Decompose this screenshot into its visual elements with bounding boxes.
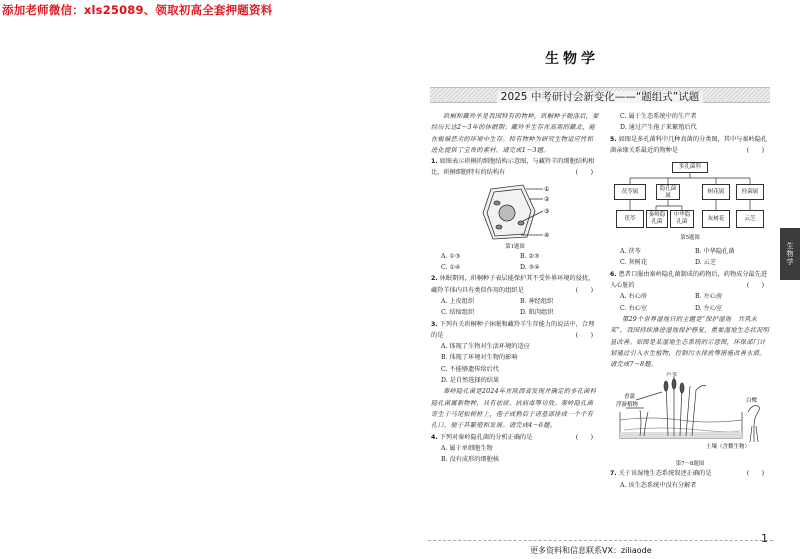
figure-5-caption: 第5题图 (680, 235, 700, 242)
label-1: ① (544, 185, 550, 193)
tree-species-4: 灰树花 (702, 210, 730, 228)
question-3: 3. 下列有关珙桐种子休眠和藏羚羊生存能力的说法中，合理的是 ( ) (431, 320, 595, 339)
q3-option-d[interactable]: D. 是自然选择的结果 (441, 377, 500, 385)
q5-options (610, 246, 770, 269)
q1-option-a[interactable]: A. ①③ (441, 252, 461, 260)
q6-option-c[interactable]: C. 右心室 (620, 304, 648, 312)
tree-species-1: 茯苓 (616, 210, 644, 228)
question-7: 7. 关于该湿地生态系统叙述正确的是 ( ) (610, 470, 764, 478)
footer-contact: 更多资料和信息联系VX：ziliaode (530, 546, 652, 555)
q1-option-d[interactable]: D. ③④ (520, 264, 540, 272)
tree-species-5: 云芝 (736, 210, 764, 228)
q2-option-d[interactable]: D. 肌肉组织 (520, 309, 554, 317)
right-column (610, 111, 770, 491)
q7-option-a[interactable]: A. 该生态系统中没有分解者 (620, 481, 697, 489)
label-soil: 土壤（含微生物） (706, 444, 751, 451)
label-2: ② (544, 195, 550, 203)
label-reed: 芦苇 (666, 372, 678, 379)
q1-options (431, 251, 599, 274)
classification-tree (610, 160, 770, 246)
q2-option-b[interactable]: B. 神经组织 (520, 297, 554, 305)
intro-passage-2: 秦岭隐孔菌是2024年在陕西省发现并确定的多孔菌科隐孔菌属新物种，具有祛痰、抗病毒等功效。秦岭隐孔菌寄生于马尾松树桩上，孢子成熟后于诸基部排成一个个有孔口，便于其繁殖和发展。请完成4～6题。 (431, 388, 597, 430)
figure-78-caption: 第7～8题图 (675, 461, 705, 468)
footer-divider (428, 540, 773, 541)
q6-option-d[interactable]: D. 左心室 (695, 304, 723, 312)
wetland-diagram (610, 372, 770, 460)
q2-option-a[interactable]: A. 上皮组织 (441, 297, 475, 305)
label-egret: 白鹭 (746, 398, 758, 405)
q6-option-b[interactable]: B. 左心房 (695, 293, 723, 301)
subject-title: 生物学 (545, 51, 599, 67)
q4-option-c[interactable]: C. 属于生态系统中的生产者 (620, 113, 697, 120)
label-4: ④ (544, 231, 550, 239)
tree-genus-2: 隐孔菌属 (656, 184, 680, 200)
q4-option-d[interactable]: D. 通过产生孢子来繁殖后代 (620, 124, 697, 132)
cell-diagram (431, 181, 599, 243)
q6-options (610, 291, 770, 314)
tree-species-2: 秦岭隐孔菌 (646, 210, 668, 228)
tree-species-3: 中华隐孔菌 (670, 210, 694, 228)
subject-side-tab: 生物学 (780, 228, 800, 280)
figure-1-caption: 第1题图 (505, 243, 525, 250)
q5-option-c[interactable]: C. 灰树花 (620, 259, 648, 267)
page-number: 1 (761, 532, 768, 545)
question-5: 5. 如图是多孔菌科中几种真菌的分类图，其中与秦岭隐孔菌亲缘关系最近的物种是 ( ) (610, 135, 768, 154)
promo-banner: 添加老师微信：xls25089、领取初高全套押题资料 (2, 3, 273, 17)
q1-option-c[interactable]: C. ①④ (441, 264, 461, 272)
q3-option-a[interactable]: A. 体现了生物对生活环境的适应 (441, 343, 530, 351)
question-6: 6. 患者口服由秦岭隐孔菌制成的药物后，药物成分最先进入心脏的 ( ) (610, 270, 768, 290)
q5-option-b[interactable]: B. 中华隐孔菌 (695, 248, 735, 256)
intro-passage-1: 珙桐和藏羚羊是我国特有的物种，珙桐种子脱落后，要经历长达2～3年的休眠期；藏羚羊生存在高寒的藏北，能在极端恶劣的环境中生存。特有物种为研究生物适应性和进化提供了宝贵的素材。请完成1～3题。 (431, 113, 599, 154)
q2-option-c[interactable]: C. 结缔组织 (441, 309, 475, 317)
q2-options (431, 296, 599, 319)
section-header-bar (430, 87, 770, 103)
section-title: 2025 中考研讨会新变化——“题组式”试题 (430, 89, 770, 104)
q1-option-b[interactable]: B. ②③ (520, 252, 540, 260)
q4-option-b[interactable]: B. 没有成形的细胞核 (441, 456, 499, 464)
q6-option-a[interactable]: A. 右心房 (620, 293, 647, 301)
q4-option-a[interactable]: A. 属于单细胞生物 (441, 444, 493, 452)
intro-passage-3: 第29个世界湿地日的主题是“保护湿地 共筑未来”，我国持续推进湿地保护修复，重要湿地生态状况明显改善。如图是某湿地生态系统的示意图，环保部门计划通过引入水生植物，控制污水排放等措施改善水质。请完成7～8题。 (610, 315, 770, 369)
tree-genus-1: 茯苓属 (614, 184, 646, 200)
left-column (431, 111, 599, 465)
question-2: 2. 休眠期间，珙桐种子表层能保护其不受外界环境的侵扰，藏羚羊体内具有类似作用的组织是 ( ) (431, 275, 595, 294)
q3-option-c[interactable]: C. 不能够遗传给后代 (441, 365, 499, 373)
label-3: ③ (544, 207, 550, 215)
question-4: 4. 下列对秦岭隐孔菌的分析正确的是 ( ) (431, 433, 593, 441)
tree-genus-4: 栓菌属 (736, 184, 764, 200)
label-cattail: 香蒲 (624, 394, 636, 401)
q5-option-a[interactable]: A. 茯苓 (620, 248, 641, 256)
q5-option-d[interactable]: D. 云芝 (695, 259, 717, 267)
label-plankton: 浮游植物 (616, 402, 639, 409)
question-1: 1. 如图表示珙桐的细胞结构示意图，与藏羚羊的细胞结构相比，珙桐细胞特有的结构有 ( ) (431, 158, 595, 177)
q3-option-b[interactable]: B. 体现了环境对生物的影响 (441, 354, 518, 362)
tree-genus-3: 树花属 (702, 184, 730, 200)
tree-root: 多孔菌科 (672, 162, 708, 173)
